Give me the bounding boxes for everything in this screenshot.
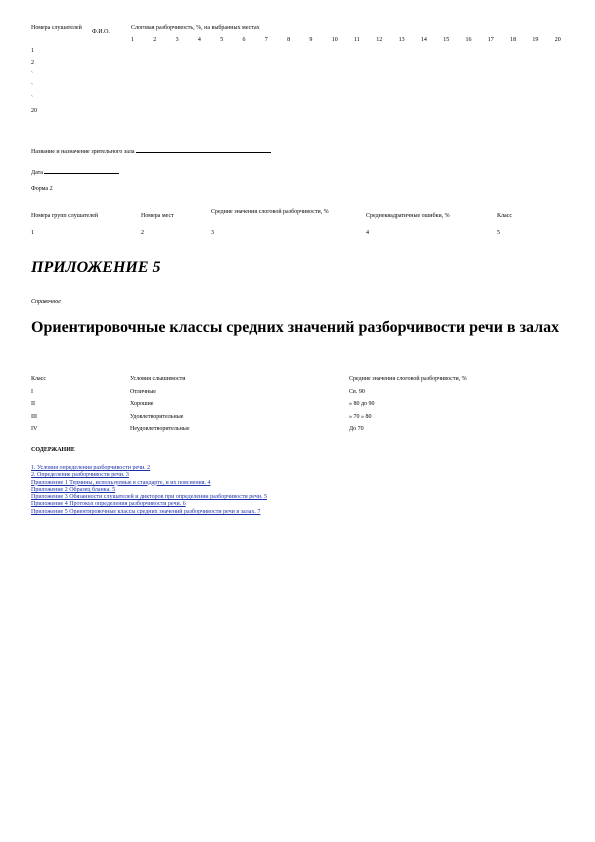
table-row-cell: » 80 до 90 bbox=[349, 401, 375, 407]
table-row bbox=[31, 425, 571, 438]
place-number: 8 bbox=[287, 37, 291, 43]
listener-number-header: Номера слушателей bbox=[31, 25, 82, 31]
form2-table bbox=[0, 0, 595, 240]
t2-header-groups: Номера групп слушателей bbox=[31, 213, 99, 219]
place-number: 17 bbox=[487, 37, 494, 43]
place-number: 15 bbox=[443, 37, 450, 43]
table-row bbox=[31, 388, 571, 401]
place-number: 20 bbox=[554, 37, 561, 43]
appendix-title: ПРИЛОЖЕНИЕ 5 bbox=[31, 259, 161, 276]
place-number: 2 bbox=[153, 37, 157, 43]
place-number: 10 bbox=[331, 37, 338, 43]
place-number: 12 bbox=[376, 37, 383, 43]
table-row bbox=[31, 400, 571, 413]
t2-num-3: 3 bbox=[211, 230, 214, 236]
contents-heading: СОДЕРЖАНИЕ bbox=[31, 447, 75, 453]
place-number: 18 bbox=[510, 37, 517, 43]
place-number: 19 bbox=[532, 37, 539, 43]
t2-num-1: 1 bbox=[31, 230, 34, 236]
contents-link[interactable]: Приложение 2 Образец бланка. 5 bbox=[31, 486, 116, 493]
table-row-cell: » 70 » 80 bbox=[349, 413, 372, 420]
contents-link[interactable]: Приложение 5 Ориентировочные классы средних значений разборчивости речи в залах. 7 bbox=[31, 508, 261, 515]
contents-list bbox=[31, 465, 267, 516]
classes-table bbox=[31, 375, 571, 438]
form-label: Форма 2 bbox=[31, 186, 53, 192]
table-row bbox=[31, 413, 571, 426]
table-row-cell: Удовлетворительные bbox=[130, 413, 184, 420]
table-header-row bbox=[31, 375, 571, 388]
table-row-cell: IV bbox=[31, 426, 38, 432]
t2-num-4: 4 bbox=[366, 230, 369, 236]
place-number: 7 bbox=[264, 37, 268, 43]
t2-num-2: 2 bbox=[141, 230, 144, 236]
table-row-cell: II bbox=[31, 401, 35, 407]
table-header-row-cell: Класс bbox=[31, 376, 46, 382]
table-row-cell: III bbox=[31, 413, 37, 420]
appendix-kind: Справочное bbox=[31, 299, 61, 305]
contents-link[interactable]: Приложение 3 Обязанности слушателей и дикторов при определении разборчивости речи. 5 bbox=[31, 494, 267, 501]
listener-row-number: ` bbox=[31, 84, 33, 90]
contents-link[interactable]: Приложение 1 Термины, используемые в стандарте, и их пояснения. 4 bbox=[31, 479, 211, 486]
place-number: 13 bbox=[398, 37, 405, 43]
table-row-cell: Отличные bbox=[130, 388, 156, 395]
t2-num-5: 5 bbox=[497, 230, 500, 236]
table-header-row-cell: Условия слышимости bbox=[130, 376, 186, 382]
table-row-cell: Неудовлетворительные bbox=[130, 426, 190, 432]
main-title: Ориентировочные классы средних значений разборчивости речи в залах bbox=[31, 319, 560, 336]
listener-row-number: ` bbox=[31, 72, 33, 78]
place-number: 5 bbox=[220, 37, 224, 43]
place-number: 4 bbox=[197, 37, 201, 43]
t2-header-error: Среднеквадратичные ошибки, % bbox=[366, 213, 450, 219]
place-number: 6 bbox=[242, 37, 246, 43]
t2-header-class: Класс bbox=[497, 213, 512, 219]
place-number: 3 bbox=[175, 37, 179, 43]
listener-row-number: ` bbox=[31, 96, 33, 102]
table-row-cell: Св. 90 bbox=[349, 388, 365, 395]
date-label: Дата bbox=[31, 170, 43, 176]
place-number: 1 bbox=[131, 37, 134, 43]
place-number: 16 bbox=[465, 37, 472, 43]
table-header-row-cell: Средние значения слоговой разборчивости, % bbox=[349, 376, 467, 382]
table-row-cell: До 70 bbox=[349, 426, 364, 432]
table-row-cell: I bbox=[31, 388, 33, 395]
place-number: 9 bbox=[309, 37, 313, 43]
intelligibility-header: Слоговая разборчивость, %, на выбранных местах bbox=[131, 25, 260, 31]
contents-link[interactable]: Приложение 4 Протокол определения разборчивости речи. 6 bbox=[31, 501, 186, 508]
place-number: 14 bbox=[420, 37, 427, 43]
table-row-cell: Хорошие bbox=[130, 401, 154, 407]
t2-header-places: Номера мест bbox=[141, 213, 174, 219]
listener-row-number: 2 bbox=[31, 60, 34, 66]
place-number: 11 bbox=[354, 37, 360, 43]
t2-header-mean: Средние значения слоговой разборчивости, % bbox=[211, 209, 329, 215]
listener-row-number: 1 bbox=[31, 48, 34, 54]
contents-link[interactable]: 1. Условия определения разборчивости речи. 2 bbox=[31, 465, 151, 471]
hall-name-label: Название и назначение зрительного зала bbox=[31, 149, 135, 155]
contents-link[interactable]: 2. Определение разборчивости речи. 3 bbox=[31, 472, 129, 479]
name-header: Ф.И.О. bbox=[92, 29, 110, 35]
listener-row-number: 20 bbox=[31, 108, 37, 114]
